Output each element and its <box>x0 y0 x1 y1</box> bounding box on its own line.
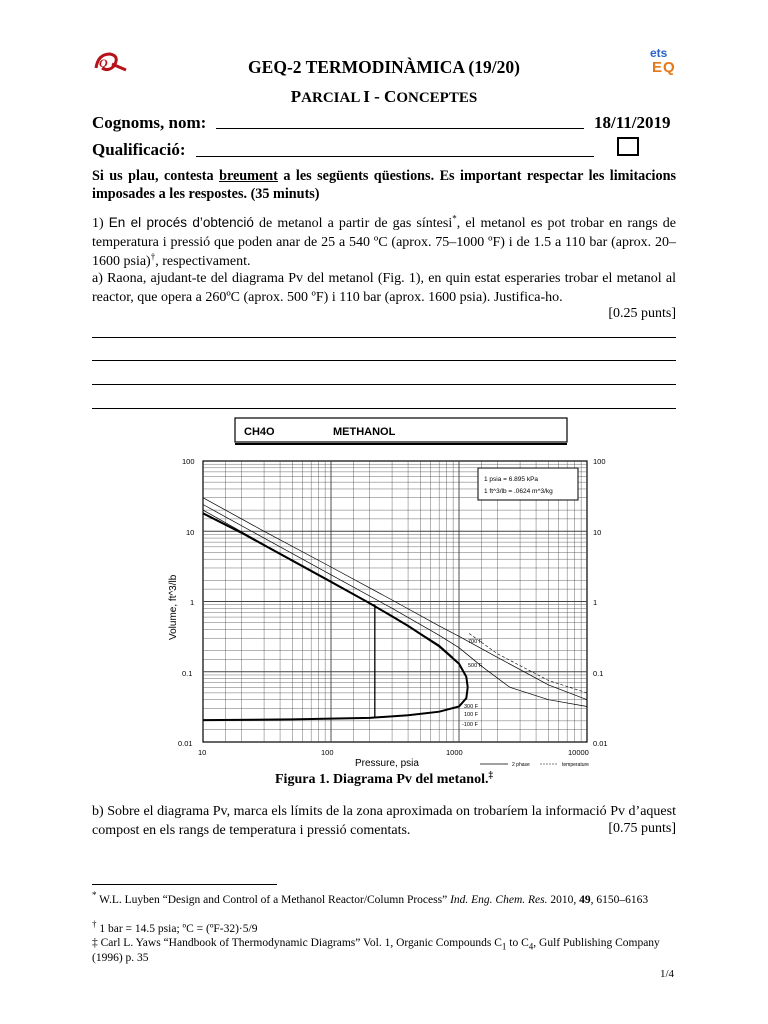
x-tick-1000: 1000 <box>446 748 463 757</box>
iso-label-100: 100 F <box>464 712 479 718</box>
figure-caption: Figura 1. Diagrama Pv del metanol.‡ <box>275 769 493 787</box>
y-tick-right-01: 0.1 <box>593 669 604 678</box>
footnote-rule <box>92 884 277 885</box>
svg-text:Q: Q <box>99 56 108 70</box>
legend-temperature: temperature <box>562 762 589 768</box>
x-axis-label: Pressure, psia <box>355 758 419 769</box>
answer-line-4[interactable] <box>92 408 676 409</box>
footnote-3: ‡ Carl L. Yaws “Handbook of Thermodynamic Diagrams” Vol. 1, Organic Compounds $C_1$ to $C_4$, Gulf Publishing Company (1996) p. 35 <box>92 937 660 964</box>
etseq-logo: ets EQ <box>650 46 676 76</box>
exam-date: 18/11/2019 <box>594 113 671 132</box>
part-b-points: [0.75 punts] <box>608 821 676 836</box>
iso-label-300: 300 F <box>464 704 479 710</box>
part-b-text: b) Sobre el diagrama Pv, marca els límits de la zona aproximada on trobaríem la informació Pv d’aquest compost en els rangs de temperatura i pressió comentats. <box>92 804 676 838</box>
y-tick-right-100: 100 <box>593 457 606 466</box>
x-tick-10000: 10000 <box>568 748 589 757</box>
iso-label-500: 500 F <box>468 663 483 669</box>
answer-line-2[interactable] <box>92 360 676 361</box>
y-axis-label: Volume, ft^3/lb <box>168 574 179 640</box>
y-tick-left-1: 1 <box>190 598 195 607</box>
svg-text:1 ft^3/lb = .0624 m^3/kg: 1 ft^3/lb = .0624 m^3/kg <box>484 488 553 495</box>
grade-label: Qualificació: <box>92 140 186 159</box>
y-tick-left-01: 0.1 <box>182 669 193 678</box>
part-a-points: [0.25 punts] <box>608 306 676 321</box>
course-title: GEQ-2 TERMODINÀMICA (19/20) <box>248 57 520 77</box>
part-a-text: a) Raona, ajudant-te del diagrama Pv del metanol (Fig. 1), en quin estat esperaries trobar el metanol al reactor, que opera a 260ºC (aprox. 500 ºF) i 110 bar (aprox. 1600 psia). Justifica-ho. <box>92 271 676 305</box>
y-tick-left-001: 0.01 <box>178 739 193 748</box>
iso-label-m100: -100 F <box>462 722 478 728</box>
legend-2phase: 2 phase <box>512 762 530 768</box>
page-number: 1/4 <box>660 968 675 980</box>
footnote-2: † 1 bar = 14.5 psia; ºC = (ºF-32)·5/9 <box>92 919 258 935</box>
svg-text:1 psia = 6.895 kPa: 1 psia = 6.895 kPa <box>484 476 539 483</box>
figure-name: METHANOL <box>333 426 396 438</box>
iso-label-700: 700 F <box>468 639 483 645</box>
figure-header-box <box>235 418 567 442</box>
question-1: 1) En el procés d’obtenció de metanol a partir de gas síntesi*, el metanol es pot trobar en rangs de temperatura i pressió que poden anar de 25 a 540 ºC (aprox. 75–1000 ºF) i de 1.5 a 110 bar (aprox. 20–1600 psia)†, respectivament. <box>92 213 677 269</box>
figure-formula: CH4O <box>244 426 275 438</box>
y-tick-right-10: 10 <box>593 528 602 537</box>
instructions: Si us plau, contesta breument a les següents qüestions. Es important respectar les limitacions imposades a les respostes. (35 minuts) <box>92 168 677 202</box>
grade-checkbox[interactable] <box>617 137 639 156</box>
x-tick-10: 10 <box>198 748 207 757</box>
footnote-1: * W.L. Luyben “Design and Control of a Methanol Reactor/Column Process” Ind. Eng. Chem. Res. 2010, 49, 6150–6163 <box>92 890 649 906</box>
y-tick-left-10: 10 <box>186 528 195 537</box>
answer-line-1[interactable] <box>92 337 676 338</box>
name-field[interactable] <box>216 128 584 129</box>
exam-title: PARCIAL I - CONCEPTES <box>290 87 478 106</box>
unit-info-box <box>478 468 578 500</box>
name-label: Cognoms, nom: <box>92 113 207 132</box>
answer-line-3[interactable] <box>92 384 676 385</box>
pv-diagram <box>160 412 620 772</box>
grade-field[interactable] <box>196 156 594 157</box>
y-tick-right-001: 0.01 <box>593 739 608 748</box>
y-tick-right-1: 1 <box>593 598 598 607</box>
x-tick-100: 100 <box>321 748 334 757</box>
y-tick-left-100: 100 <box>182 457 195 466</box>
